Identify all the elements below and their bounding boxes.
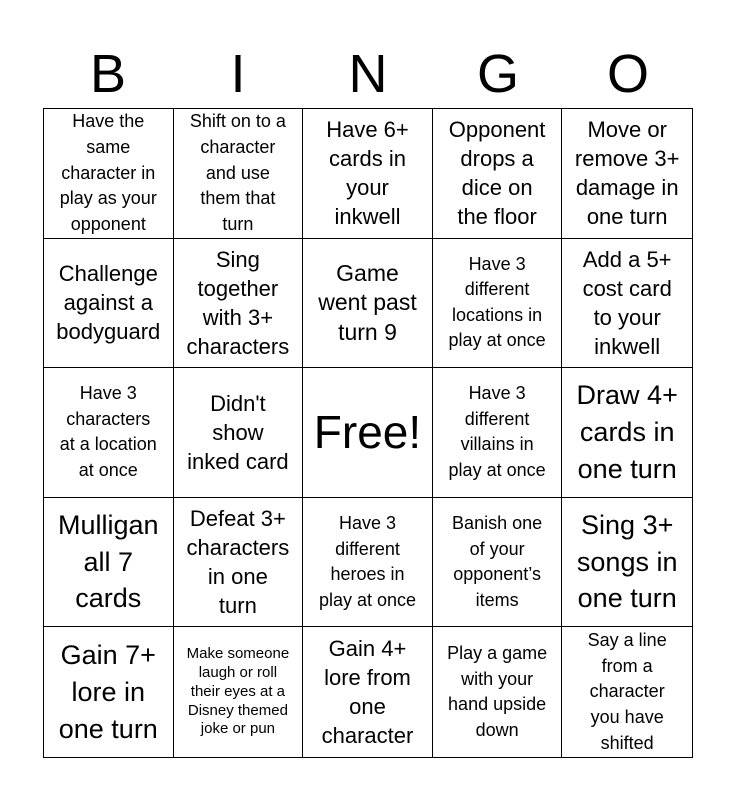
bingo-cell-text: Say a line from a character you have shifted (587, 630, 667, 753)
bingo-cell-text: Play a game with your hand upside down (447, 643, 548, 740)
bingo-cell-text: Have 3 characters at a location at once (59, 383, 157, 481)
bingo-cell[interactable] (174, 239, 304, 369)
bingo-cell[interactable] (562, 627, 692, 757)
bingo-cell-text: Opponent drops a dice on the floor (448, 117, 546, 230)
bingo-cell[interactable] (562, 239, 692, 369)
bingo-cell-text: Move or remove 3+ damage in one turn (574, 117, 680, 230)
header-letter-o: O (606, 44, 649, 104)
bingo-cell[interactable] (562, 498, 692, 628)
bingo-cell-text: Challenge against a bodyguard (56, 261, 161, 345)
bingo-cell[interactable] (433, 109, 563, 239)
bingo-board (43, 108, 693, 758)
bingo-cell[interactable] (44, 109, 174, 239)
bingo-cell-text: Have 6+ cards in your inkwell (326, 117, 409, 230)
bingo-cell-text: Make someone laugh or roll their eyes at a Disney themed joke or pun (186, 645, 290, 738)
bingo-cell[interactable] (303, 109, 433, 239)
bingo-cell[interactable] (44, 239, 174, 369)
bingo-cell[interactable] (44, 627, 174, 757)
bingo-cell[interactable] (174, 109, 304, 239)
bingo-cell-text: Game went past turn 9 (318, 259, 417, 345)
header-letter-b: B (89, 44, 127, 104)
bingo-cell[interactable] (303, 498, 433, 628)
bingo-cell[interactable] (174, 498, 304, 628)
bingo-cell[interactable] (44, 368, 174, 498)
bingo-cell-text: Mulligan all 7 cards (58, 510, 159, 614)
bingo-cell-text: Free! (313, 406, 422, 459)
bingo-cell[interactable] (174, 368, 304, 498)
bingo-cell[interactable] (44, 498, 174, 628)
bingo-cell-text: Sing together with 3+ characters (186, 246, 290, 359)
bingo-cell-text: Draw 4+ cards in one turn (576, 380, 678, 484)
bingo-cell-text: Sing 3+ songs in one turn (576, 510, 678, 614)
bingo-cell-text: Didn't show inked card (187, 390, 289, 474)
header-letter-g: G (476, 44, 519, 104)
bingo-cell-text: Add a 5+ cost card to your inkwell (582, 246, 672, 359)
bingo-cell-text: Have 3 different locations in play at once (448, 253, 546, 351)
header-letter-n: N (348, 44, 388, 104)
bingo-cell[interactable] (433, 627, 563, 757)
bingo-cell-text: Have 3 different heroes in play at once (318, 513, 417, 610)
bingo-cell-text: Banish one of your opponent’s items (452, 513, 543, 610)
bingo-cell[interactable] (174, 627, 304, 757)
header-letter-i: I (230, 44, 246, 104)
bingo-cell[interactable] (433, 498, 563, 628)
bingo-cell[interactable] (303, 239, 433, 369)
bingo-header (43, 40, 693, 108)
bingo-cell-text: Have the same character in play as your opponent (59, 111, 157, 234)
bingo-cell-text: Gain 4+ lore from one character (321, 636, 414, 749)
bingo-cell[interactable] (433, 239, 563, 369)
bingo-cell-text: Gain 7+ lore in one turn (58, 640, 158, 744)
bingo-cell[interactable] (433, 368, 563, 498)
bingo-cell[interactable] (562, 368, 692, 498)
bingo-cell[interactable] (303, 627, 433, 757)
bingo-cell-text: Shift on to a character and use them that turn (189, 111, 286, 234)
bingo-cell-text: Have 3 different villains in play at once (448, 383, 546, 481)
bingo-cell[interactable] (562, 109, 692, 239)
bingo-cell-free[interactable] (303, 368, 433, 498)
bingo-cell-text: Defeat 3+ characters in one turn (186, 506, 290, 619)
